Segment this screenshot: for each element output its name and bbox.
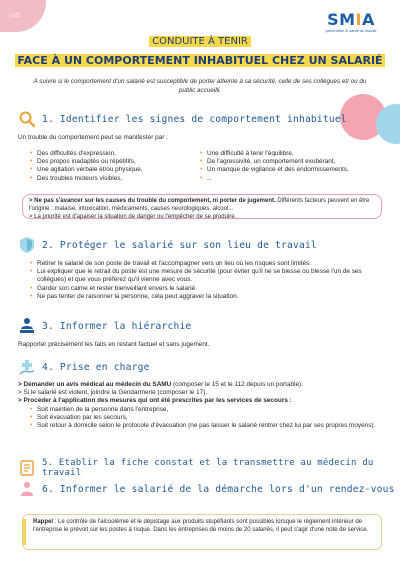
logo-text-right: A	[362, 10, 375, 29]
logo-text-accent: I	[355, 10, 362, 29]
section-6-title: 6. Informer le salarié de la démarche lors d'un rendez-vous	[42, 483, 395, 495]
warning-text: Différents facteurs peuvent en être l'origine : malaise, intoxication, médicaments, causes neurologiques, alcool...	[29, 198, 370, 212]
logo-subtitle: prévention & santé au travail	[325, 28, 377, 33]
section-2-list	[30, 260, 385, 301]
section-3-title: 3. Informer la hiérarchie	[42, 320, 192, 332]
list-item: • ...	[200, 175, 370, 183]
shield-icon	[18, 236, 36, 254]
list-item: • Retirer le salarié de son poste de travail et l'accompagner vers un lieu où les risques sont limités.	[30, 260, 385, 268]
list-item: • Des propos inadaptés ou répétitifs,	[30, 158, 200, 166]
warning-bold: > Ne pas s'avancer sur les causes du trouble du comportement, ni porter de jugement.	[29, 198, 276, 204]
list-item: • Soit retour à domicile selon le protocole d'évacuation (ne pas laisser le salarié rentrer chez lui par ses propres moyens).	[30, 422, 383, 430]
section-2-title: 2. Protéger le salarié sur son lieu de travail	[42, 239, 317, 251]
symptom-list-right	[200, 150, 370, 183]
list-item: • Une difficulté à tenir l'équilibre,	[200, 150, 370, 158]
section-1-lead: Un trouble du comportement peut se manifester par :	[18, 134, 168, 141]
list-item: • Ne pas tenter de raisonner la personne, cela peut aggraver la situation.	[30, 293, 385, 301]
intro-text: A suivre si le comportement d'un salarié est susceptible de porter atteinte à sa sécurité, celle de ses collègues et/ ou du public accueilli.	[33, 78, 367, 94]
warning-line2: > La priorité est d'apaiser la situation de danger ou l'empêcher de se produire.	[29, 214, 237, 220]
symptom-list-left	[30, 150, 200, 183]
person-icon	[18, 480, 36, 498]
section-2-header	[18, 236, 317, 254]
list-item: • Lui expliquer que le retrait du poste est une mesure de sécurité (pour éviter qu'il ne se blesse ou blesse l'un de ses collègues) et que vous préférez qu'il vienne avec vous.	[30, 268, 385, 284]
reminder-label: Rappel	[33, 519, 54, 525]
reminder-box	[22, 514, 382, 550]
magnifier-icon	[18, 110, 36, 128]
section-4-title: 4. Prise en charge	[42, 361, 150, 373]
section-4-body	[18, 381, 383, 430]
section-4-header	[18, 358, 150, 376]
checklist-icon	[18, 459, 36, 477]
medical-cross-icon	[18, 358, 36, 376]
section-5-title: 5. Etablir la fiche constat et la transmettre au médecin du travail	[42, 458, 374, 478]
page-title-line2: FACE À UN COMPORTEMENT INHABITUEL CHEZ UN SALARIÉ	[17, 54, 383, 67]
list-item: • De l'agressivité, un comportement exubérant,	[200, 158, 370, 166]
list-item: • Garder son calme et rester bienveillant envers le salarié.	[30, 285, 385, 293]
list-item: • Un manque de vigilance et des endormissements,	[200, 166, 370, 174]
samu-instruction-bold: > Demander un avis médical au médecin du SAMU	[18, 381, 172, 388]
samu-instruction: (composer le 15 et le 112 depuis un portable).	[171, 381, 303, 388]
page-title-line1: CONDUITE À TENIR	[149, 36, 251, 47]
section-1-title: 1. Identifier les signes de comportement inhabituel	[42, 113, 347, 125]
section-6-header	[18, 480, 395, 498]
section-4-list	[30, 406, 383, 431]
list-item: • Des difficultés d'expression,	[30, 150, 200, 158]
smia-logo	[318, 10, 384, 33]
list-item: • Une agitation verbale et/ou physique,	[30, 166, 200, 174]
gendarmerie-instruction: > Si le salarié est violent, joindre la Gendarmerie (composer le 17).	[18, 389, 208, 397]
logo-text-left: SM	[327, 10, 356, 29]
list-item: • Des troubles moteurs visibles,	[30, 175, 200, 183]
page-number: | 1/2	[9, 13, 20, 19]
list-item: • Soit maintien de la personne dans l'entreprise,	[30, 406, 383, 414]
symptom-columns	[30, 150, 375, 183]
section-3-text: Rapporter précisément les faits en restant factuel et sans jugement.	[18, 341, 210, 348]
section-5-header	[18, 458, 400, 478]
warning-box	[22, 194, 382, 219]
hierarchy-icon	[18, 317, 36, 335]
list-item: • Soit évacuation par les secours,	[30, 414, 383, 422]
section-1-header	[18, 110, 347, 128]
section-3-header	[18, 317, 191, 335]
reminder-text: : Le contrôle de l'alcoolémie et le dépistage aux produits stupéfiants sont possibles lorsque le règlement intérieur de l'entreprise le prévoit sur les postes à risque. Dans les entreprises de moins de 20 salariés, il peut s'agir d'une note de service.	[33, 519, 369, 533]
measures-instruction: > Procéder à l'application des mesures qui ont été prescrites par les services de secours :	[18, 397, 292, 405]
corner-decoration	[0, 0, 46, 32]
